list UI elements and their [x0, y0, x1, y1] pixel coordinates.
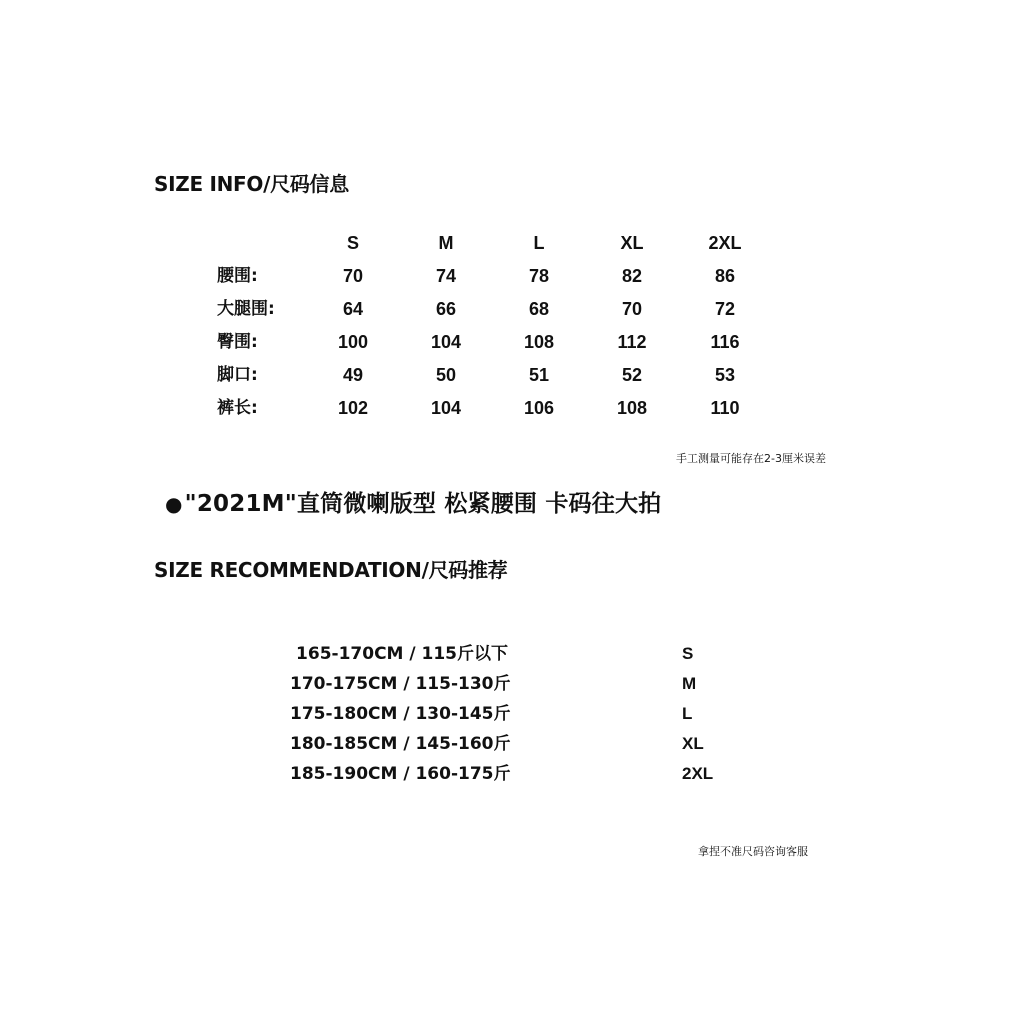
table-cell: 49: [342, 365, 364, 385]
table-cell: 102: [337, 398, 369, 418]
product-headline: [165, 485, 661, 518]
table-cell: 51: [528, 365, 550, 385]
size-column-header: L: [533, 233, 545, 253]
headline-text: "2021M"直筒微喇版型 松紧腰围 卡码往大拍: [184, 491, 662, 517]
table-cell: 52: [621, 365, 643, 385]
recommended-size: M: [682, 674, 697, 693]
table-cell: 78: [528, 266, 550, 286]
table-cell: 106: [523, 398, 555, 418]
table-cell: 68: [528, 299, 550, 319]
row-label: 腰围:: [217, 266, 258, 286]
height-weight-range: 185-190CM / 160-175斤: [290, 764, 511, 784]
recommended-size: L: [682, 704, 693, 723]
table-cell: 64: [342, 299, 364, 319]
table-cell: 70: [621, 299, 643, 319]
height-weight-range: 175-180CM / 130-145斤: [290, 704, 511, 724]
row-label: 脚口:: [217, 365, 258, 385]
row-label: 大腿围:: [217, 299, 275, 319]
height-weight-range: 180-185CM / 145-160斤: [290, 734, 511, 754]
table-cell: 112: [617, 332, 647, 352]
table-cell: 66: [435, 299, 457, 319]
recommended-size: S: [682, 644, 694, 663]
table-cell: 110: [710, 398, 740, 418]
table-cell: 108: [616, 398, 648, 418]
table-cell: 116: [710, 332, 740, 352]
size-column-header: M: [438, 233, 454, 253]
table-cell: 108: [523, 332, 555, 352]
row-label: 臀围:: [217, 332, 258, 352]
table-cell: 104: [430, 398, 462, 418]
recommended-size: XL: [682, 734, 704, 753]
size-column-header: S: [346, 233, 360, 253]
measurement-error-note: 手工测量可能存在2-3厘米误差: [676, 452, 826, 465]
table-cell: 104: [430, 332, 462, 352]
table-cell: 74: [435, 266, 457, 286]
table-cell: 72: [714, 299, 736, 319]
size-info-title: SIZE INFO/尺码信息: [154, 172, 349, 196]
size-column-header: 2XL: [708, 233, 742, 253]
table-cell: 53: [714, 365, 736, 385]
recommended-size: 2XL: [682, 764, 714, 783]
table-cell: 86: [714, 266, 736, 286]
row-label: 裤长:: [217, 398, 258, 418]
table-cell: 70: [342, 266, 364, 286]
size-column-header: XL: [620, 233, 644, 253]
size-recommendation-title: SIZE RECOMMENDATION/尺码推荐: [154, 558, 508, 582]
table-cell: 100: [337, 332, 369, 352]
consult-support-note: 拿捏不准尺码咨询客服: [698, 845, 808, 858]
table-cell: 82: [621, 266, 643, 286]
table-cell: 50: [435, 365, 457, 385]
bullet-icon: ●: [165, 492, 183, 516]
height-weight-range: 170-175CM / 115-130斤: [290, 674, 511, 694]
height-weight-range: 165-170CM / 115斤以下: [296, 644, 508, 664]
